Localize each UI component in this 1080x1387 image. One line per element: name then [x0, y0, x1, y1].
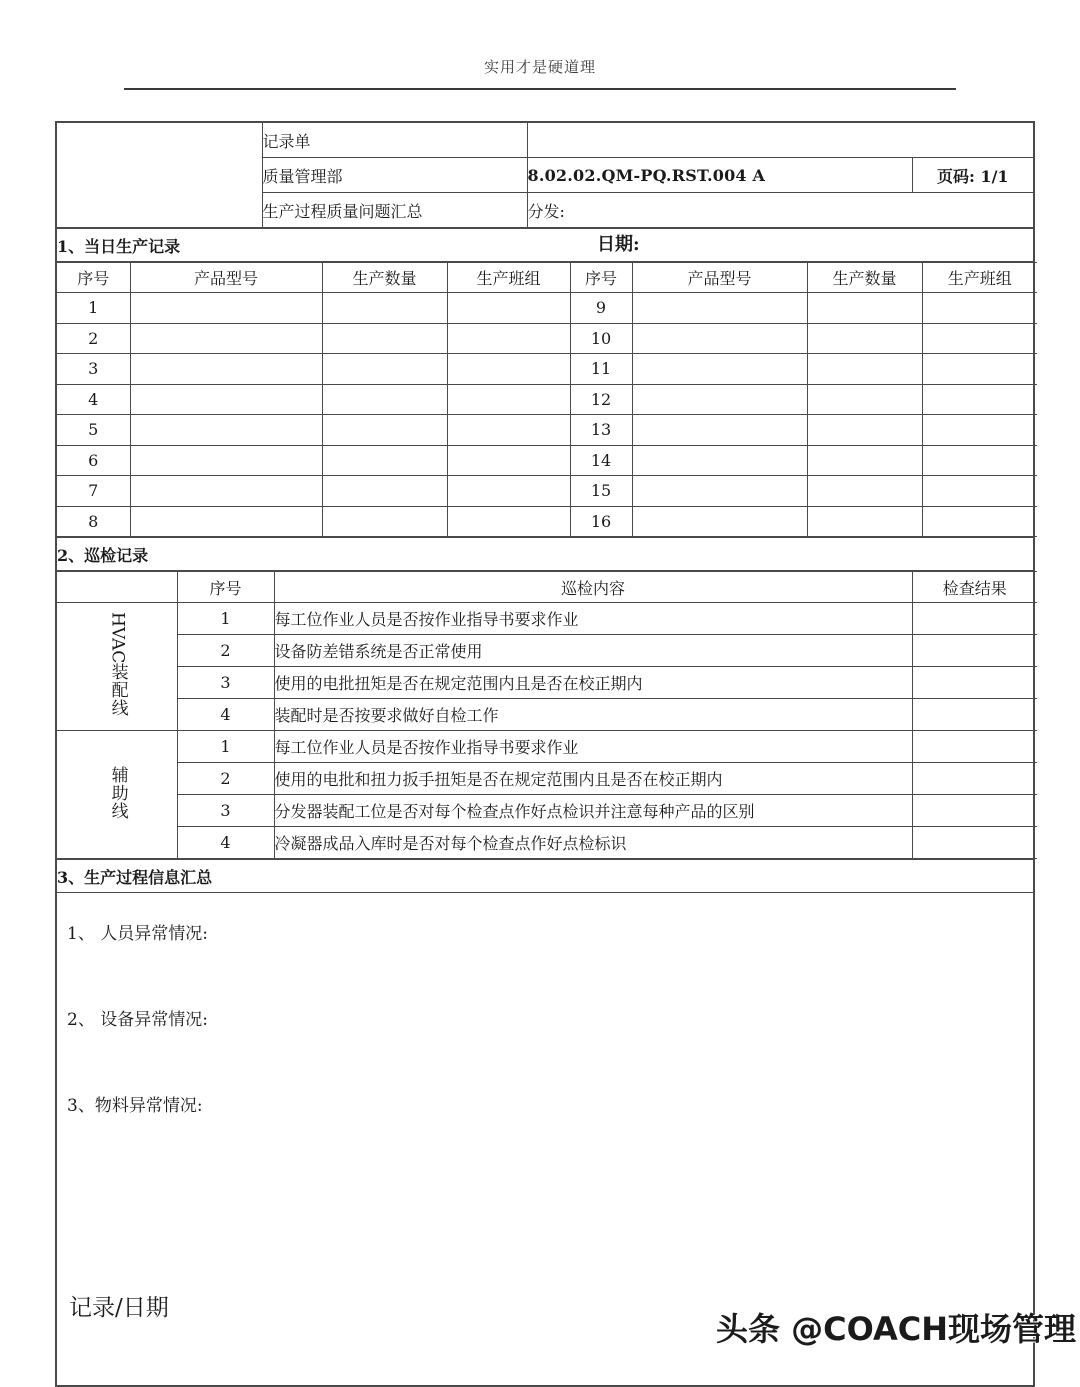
row-qty-right[interactable]	[807, 293, 922, 324]
row-qty-right[interactable]	[807, 476, 922, 507]
row-no-left: 6	[57, 445, 130, 476]
col-header-no-left: 序号	[57, 263, 130, 293]
patrol-row-no: 1	[177, 731, 274, 763]
row-qty-left[interactable]	[322, 323, 447, 354]
patrol-row-result[interactable]	[912, 635, 1037, 667]
distribution-label[interactable]: 分发:	[527, 193, 1033, 228]
table-row	[57, 635, 1037, 667]
patrol-row-content: 使用的电批和扭力扳手扭矩是否在规定范围内且是否在校正期内	[274, 763, 912, 795]
record-form	[55, 121, 1035, 1387]
patrol-group-label-latin: HVAC	[107, 611, 128, 664]
row-model-left[interactable]	[130, 354, 322, 385]
table-row	[57, 354, 1037, 385]
summary-item-equipment: 2、 设备异常情况:	[67, 1010, 208, 1030]
patrol-row-no: 4	[177, 827, 274, 859]
section2-heading-cell	[57, 538, 1033, 571]
table-row	[57, 763, 1037, 795]
patrol-row-no: 2	[177, 635, 274, 667]
row-team-right[interactable]	[922, 384, 1037, 415]
title-row1-blank[interactable]	[527, 123, 1033, 158]
row-no-left: 7	[57, 476, 130, 507]
watermark: 头条 @COACH现场管理	[716, 1310, 1077, 1348]
page-header-divider	[124, 88, 956, 90]
row-no-right: 13	[570, 415, 632, 446]
row-model-left[interactable]	[130, 445, 322, 476]
row-model-right[interactable]	[632, 506, 807, 537]
row-no-left: 4	[57, 384, 130, 415]
row-team-right[interactable]	[922, 445, 1037, 476]
form-title-label: 生产过程质量问题汇总	[262, 193, 527, 228]
patrol-header-row	[57, 572, 1037, 603]
row-qty-left[interactable]	[322, 293, 447, 324]
row-team-left[interactable]	[447, 384, 570, 415]
patrol-group-label-text	[108, 612, 126, 717]
row-no-left: 3	[57, 354, 130, 385]
production-record-table	[57, 262, 1037, 537]
row-model-left[interactable]	[130, 415, 322, 446]
row-model-right[interactable]	[632, 445, 807, 476]
row-model-left[interactable]	[130, 323, 322, 354]
row-qty-left[interactable]	[322, 415, 447, 446]
row-team-right[interactable]	[922, 476, 1037, 507]
row-team-left[interactable]	[447, 354, 570, 385]
row-team-left[interactable]	[447, 323, 570, 354]
row-team-left[interactable]	[447, 506, 570, 537]
row-qty-left[interactable]	[322, 384, 447, 415]
row-team-left[interactable]	[447, 445, 570, 476]
row-qty-left[interactable]	[322, 506, 447, 537]
section1-date-label[interactable]: 日期:	[597, 234, 640, 255]
row-model-right[interactable]	[632, 415, 807, 446]
page-header-text: 实用才是硬道理	[483, 58, 596, 76]
signature-date-label: 记录/日期	[69, 1295, 169, 1321]
table-row	[57, 506, 1037, 537]
patrol-row-content: 使用的电批扭矩是否在规定范围内且是否在校正期内	[274, 667, 912, 699]
row-no-left: 5	[57, 415, 130, 446]
row-no-right: 11	[570, 354, 632, 385]
summary-item-personnel: 1、 人员异常情况:	[67, 924, 208, 944]
patrol-row-content: 装配时是否按要求做好自检工作	[274, 699, 912, 731]
row-no-left: 2	[57, 323, 130, 354]
row-team-left[interactable]	[447, 415, 570, 446]
col-header-team-right: 生产班组	[922, 263, 1037, 293]
col-header-model-left: 产品型号	[130, 263, 322, 293]
page-header	[0, 56, 1080, 77]
row-qty-left[interactable]	[322, 354, 447, 385]
patrol-group-label-hvac	[57, 603, 177, 731]
row-no-right: 16	[570, 506, 632, 537]
row-qty-right[interactable]	[807, 354, 922, 385]
row-model-left[interactable]	[130, 506, 322, 537]
table-row	[57, 667, 1037, 699]
table-row	[57, 731, 1037, 763]
col-header-qty-left: 生产数量	[322, 263, 447, 293]
company-logo-cell	[57, 123, 262, 228]
table-row	[57, 603, 1037, 635]
patrol-row-content: 每工位作业人员是否按作业指导书要求作业	[274, 731, 912, 763]
table-row	[57, 699, 1037, 731]
patrol-col-header-no: 序号	[177, 572, 274, 603]
production-header-row	[57, 263, 1037, 293]
col-header-qty-right: 生产数量	[807, 263, 922, 293]
patrol-row-no: 4	[177, 699, 274, 731]
patrol-row-result[interactable]	[912, 699, 1037, 731]
table-row	[57, 293, 1037, 324]
table-row	[57, 476, 1037, 507]
col-header-team-left: 生产班组	[447, 263, 570, 293]
department-label: 质量管理部	[262, 158, 527, 193]
patrol-line-header	[57, 572, 177, 603]
row-no-left: 8	[57, 506, 130, 537]
row-team-right[interactable]	[922, 293, 1037, 324]
patrol-group-label-auxiliary	[57, 731, 177, 859]
patrol-row-no: 3	[177, 795, 274, 827]
row-model-right[interactable]	[632, 323, 807, 354]
row-team-right[interactable]	[922, 506, 1037, 537]
patrol-row-content: 设备防差错系统是否正常使用	[274, 635, 912, 667]
page-number: 页码: 1/1	[912, 158, 1033, 193]
patrol-group-label-cjk: 装配线	[107, 663, 128, 718]
row-qty-right[interactable]	[807, 445, 922, 476]
row-qty-left[interactable]	[322, 445, 447, 476]
table-row	[57, 827, 1037, 859]
patrol-row-result[interactable]	[912, 795, 1037, 827]
row-model-right[interactable]	[632, 354, 807, 385]
row-qty-left[interactable]	[322, 476, 447, 507]
row-model-left[interactable]	[130, 476, 322, 507]
row-team-left[interactable]	[447, 476, 570, 507]
patrol-row-no: 3	[177, 667, 274, 699]
row-no-right: 15	[570, 476, 632, 507]
patrol-row-no: 1	[177, 603, 274, 635]
row-qty-right[interactable]	[807, 384, 922, 415]
row-team-left[interactable]	[447, 293, 570, 324]
patrol-row-content: 分发器装配工位是否对每个检查点作好点检识并注意每种产品的区别	[274, 795, 912, 827]
row-qty-right[interactable]	[807, 323, 922, 354]
document-number: 8.02.02.QM-PQ.RST.004 A	[527, 158, 912, 193]
patrol-group-label-text: 辅助线	[107, 765, 128, 820]
section1-heading-cell	[57, 229, 1033, 262]
title-row-1	[57, 123, 1033, 158]
section1-heading: 1、当日生产记录	[57, 236, 181, 256]
patrol-row-result[interactable]	[912, 827, 1037, 859]
patrol-row-content: 每工位作业人员是否按作业指导书要求作业	[274, 603, 912, 635]
row-qty-right[interactable]	[807, 506, 922, 537]
row-model-right[interactable]	[632, 384, 807, 415]
patrol-row-result[interactable]	[912, 731, 1037, 763]
form-type-label: 记录单	[262, 123, 527, 158]
row-team-right[interactable]	[922, 354, 1037, 385]
table-row	[57, 445, 1037, 476]
patrol-row-content: 冷凝器成品入库时是否对每个检查点作好点检标识	[274, 827, 912, 859]
row-no-right: 10	[570, 323, 632, 354]
patrol-col-header-content: 巡检内容	[274, 572, 912, 603]
patrol-row-result[interactable]	[912, 667, 1037, 699]
title-block-table	[57, 123, 1033, 228]
patrol-record-table	[57, 571, 1037, 859]
patrol-row-no: 2	[177, 763, 274, 795]
row-no-right: 14	[570, 445, 632, 476]
row-no-right: 9	[570, 293, 632, 324]
table-row	[57, 795, 1037, 827]
row-no-left: 1	[57, 293, 130, 324]
table-row	[57, 384, 1037, 415]
patrol-row-result[interactable]	[912, 603, 1037, 635]
section3-heading-cell	[57, 860, 1033, 893]
row-team-right[interactable]	[922, 323, 1037, 354]
patrol-col-header-result: 检查结果	[912, 572, 1037, 603]
section1-heading-table	[57, 228, 1033, 262]
table-row	[57, 415, 1037, 446]
table-row	[57, 323, 1037, 354]
row-qty-right[interactable]	[807, 415, 922, 446]
section2-heading: 2、巡检记录	[57, 545, 149, 565]
row-no-right: 12	[570, 384, 632, 415]
row-model-left[interactable]	[130, 384, 322, 415]
col-header-no-right: 序号	[570, 263, 632, 293]
section2-heading-table	[57, 537, 1033, 571]
row-model-right[interactable]	[632, 476, 807, 507]
summary-item-material: 3、物料异常情况:	[67, 1096, 203, 1116]
col-header-model-right: 产品型号	[632, 263, 807, 293]
section3-heading: 3、生产过程信息汇总	[57, 867, 213, 887]
patrol-row-result[interactable]	[912, 763, 1037, 795]
row-model-right[interactable]	[632, 293, 807, 324]
row-model-left[interactable]	[130, 293, 322, 324]
row-team-right[interactable]	[922, 415, 1037, 446]
